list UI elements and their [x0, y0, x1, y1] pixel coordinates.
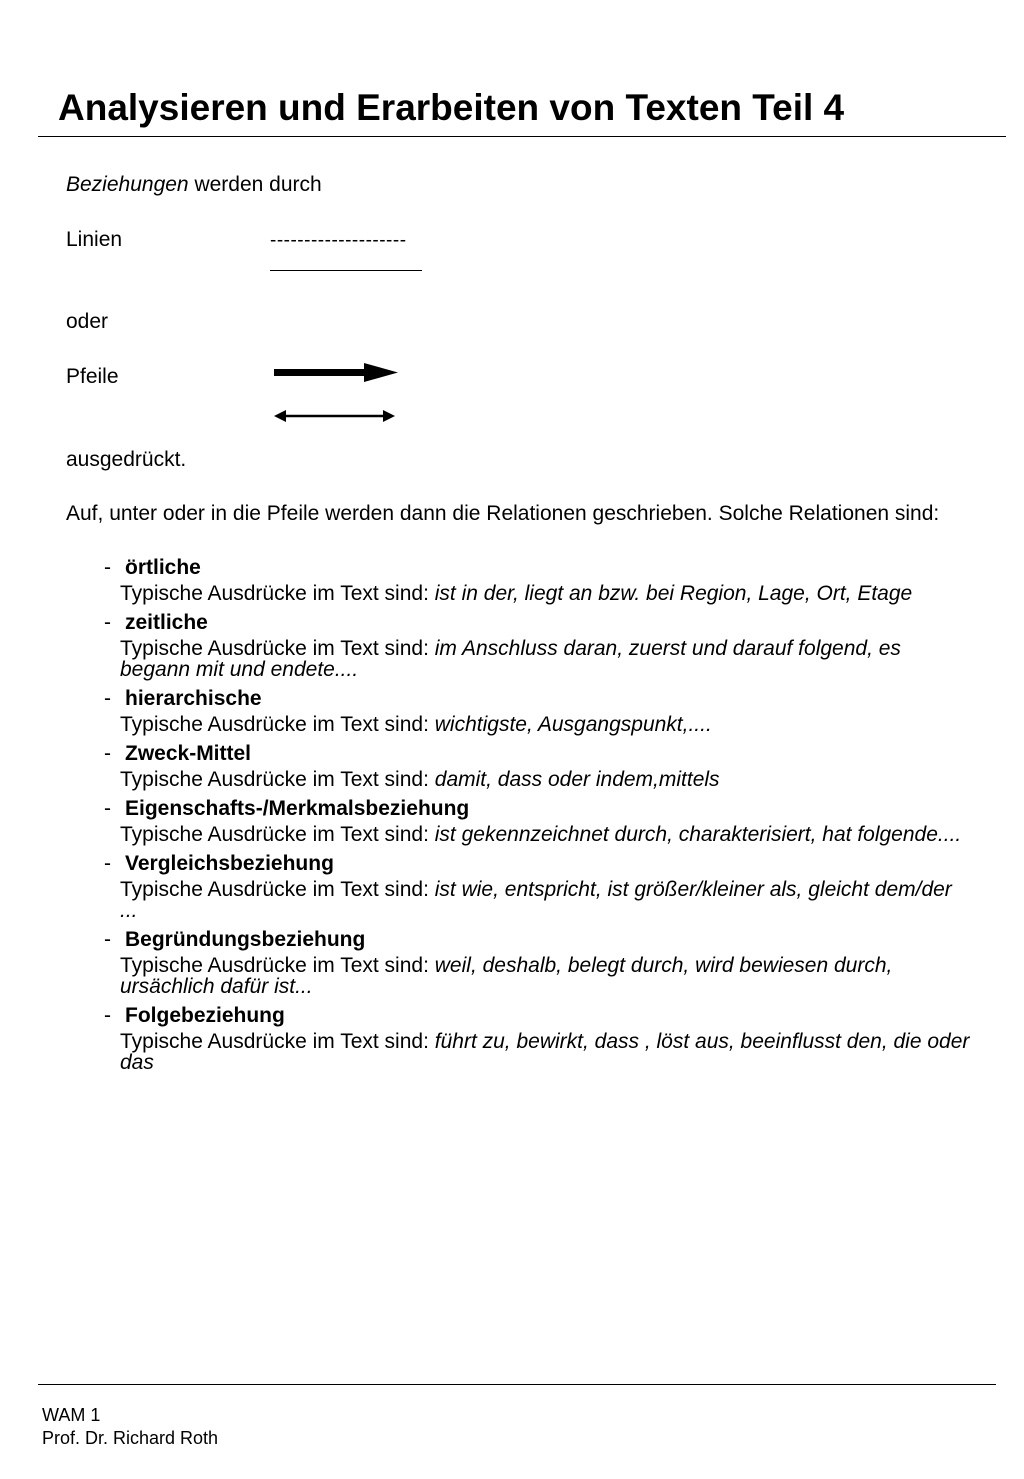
relation-prefix: Typische Ausdrücke im Text sind: — [120, 713, 435, 736]
list-item — [104, 852, 984, 928]
ausgedrueckt-label: ausgedrückt. — [66, 448, 187, 471]
relation-name: örtliche — [125, 556, 201, 579]
footer-course: WAM 1 — [42, 1405, 101, 1425]
list-dash: - — [104, 556, 111, 579]
list-dash: - — [104, 928, 111, 951]
relation-examples: wichtigste, Ausgangspunkt,.... — [434, 713, 712, 736]
relation-prefix: Typische Ausdrücke im Text sind: — [120, 768, 435, 791]
list-item — [104, 742, 984, 797]
relation-examples: ist in der, liegt an bzw. bei Region, Lage, Ort, Etage — [434, 582, 913, 605]
list-dash: - — [104, 1004, 111, 1027]
list-item — [104, 797, 984, 852]
relation-examples: damit, dass oder indem,mittels — [434, 768, 720, 791]
linien-label: Linien — [66, 228, 123, 251]
title-divider — [38, 136, 1006, 137]
relation-description — [120, 583, 970, 611]
list-item — [104, 556, 984, 611]
relation-description — [120, 1031, 970, 1080]
list-item — [104, 928, 984, 1004]
list-dash: - — [104, 611, 111, 634]
page-title: Analysieren und Erarbeiten von Texten Teil 4 — [58, 87, 845, 128]
relation-name: zeitliche — [125, 611, 208, 634]
relation-name: Folgebeziehung — [125, 1004, 285, 1027]
relation-prefix: Typische Ausdrücke im Text sind: — [120, 1030, 435, 1053]
relation-name: Zweck-Mittel — [125, 742, 252, 765]
intro-beziehungen: Beziehungen — [66, 173, 189, 196]
list-dash: - — [104, 797, 111, 820]
relations-list — [104, 556, 984, 1080]
relation-description — [120, 824, 970, 852]
intro-werden-durch: werden durch — [188, 173, 322, 196]
relation-description — [120, 769, 970, 797]
relations-intro-paragraph: Auf, unter oder in die Pfeile werden dann die Relationen geschrieben. Solche Relationen sind: — [66, 502, 940, 525]
footer-divider — [38, 1384, 996, 1385]
list-dash: - — [104, 852, 111, 875]
relation-prefix: Typische Ausdrücke im Text sind: — [120, 954, 435, 977]
list-item — [104, 687, 984, 742]
double-arrow-icon — [272, 405, 398, 427]
relation-description — [120, 879, 970, 928]
relation-name: Begründungsbeziehung — [125, 928, 366, 951]
list-dash: - — [104, 687, 111, 710]
list-item — [104, 1004, 984, 1080]
relation-prefix: Typische Ausdrücke im Text sind: — [120, 823, 435, 846]
relation-description — [120, 638, 970, 687]
pfeile-label: Pfeile — [66, 365, 119, 388]
relation-examples: führt zu, bewirkt, dass , löst aus, beeinflusst den, die oder das — [120, 1030, 970, 1074]
relation-examples: ist wie, entspricht, ist größer/kleiner als, gleicht dem/der ... — [120, 878, 952, 922]
solid-line-sample — [270, 270, 422, 271]
dashed-line-sample: -------------------- — [270, 230, 407, 251]
footer-author: Prof. Dr. Richard Roth — [42, 1428, 219, 1448]
relation-description — [120, 955, 970, 1004]
relation-prefix: Typische Ausdrücke im Text sind: — [120, 637, 435, 660]
relation-prefix: Typische Ausdrücke im Text sind: — [120, 878, 435, 901]
list-item — [104, 611, 984, 687]
relation-examples: im Anschluss daran, zuerst und darauf folgend, es begann mit und endete.... — [120, 637, 901, 681]
thick-arrow-icon — [272, 360, 402, 386]
relation-name: Eigenschafts-/Merkmalsbeziehung — [125, 797, 470, 820]
list-dash: - — [104, 742, 111, 765]
relation-name: Vergleichsbeziehung — [125, 852, 334, 875]
relation-examples: weil, deshalb, belegt durch, wird bewiesen durch, ursächlich dafür ist... — [120, 954, 893, 998]
relation-name: hierarchische — [125, 687, 262, 710]
oder-label: oder — [66, 310, 109, 333]
intro-line — [66, 173, 322, 197]
relation-examples: ist gekennzeichnet durch, charakterisiert, hat folgende.... — [434, 823, 962, 846]
relation-description — [120, 714, 970, 742]
relation-prefix: Typische Ausdrücke im Text sind: — [120, 582, 435, 605]
